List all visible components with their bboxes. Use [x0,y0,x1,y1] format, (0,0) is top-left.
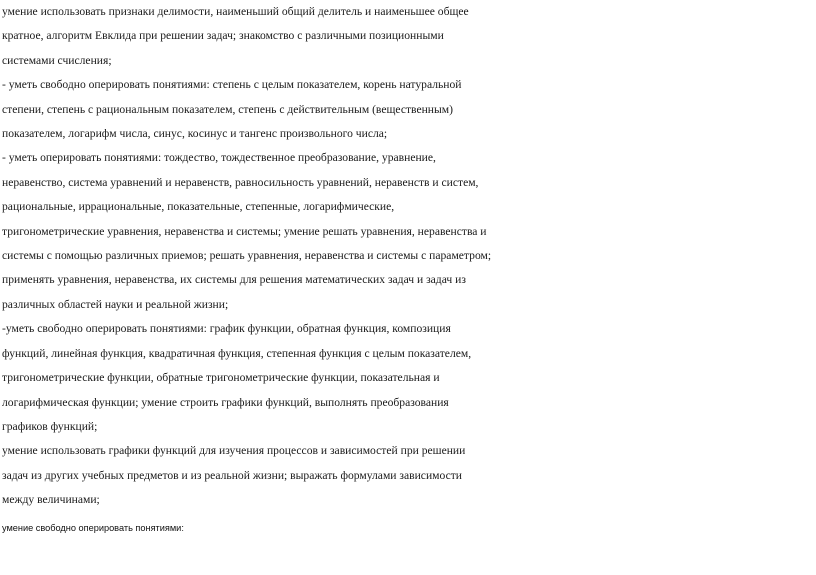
text-line: умение использовать графики функций для изучения процессов и зависимостей при решении [2,444,466,458]
text-line: системы с помощью различных приемов; решать уравнения, неравенства и системы с параметром; [2,249,492,263]
text-line: применять уравнения, неравенства, их системы для решения математических задач и задач из [2,273,466,287]
text-line: -уметь свободно оперировать понятиями: график функции, обратная функция, композиция [2,322,451,336]
text-line: тригонометрические функции, обратные тригонометрические функции, показательная и [2,371,440,385]
text-line: логарифмическая функции; умение строить графики функций, выполнять преобразования [2,395,449,409]
text-line: умение использовать признаки делимости, наименьший общий делитель и наименьшее общее [2,5,469,18]
text-line: между величинами; [2,493,100,507]
heading-line: умение свободно оперировать понятиями: [2,522,184,533]
text-line: задач из других учебных предметов и из реальной жизни; выражать формулами зависимости [2,468,462,482]
text-line: тригонометрические уравнения, неравенства и системы; умение решать уравнения, неравенства и [2,224,487,238]
text-line: рациональные, иррациональные, показательные, степенные, логарифмические, [2,200,395,214]
text-line: графиков функций; [2,419,98,433]
text-line: кратное, алгоритм Евклида при решении задач; знакомство с различными позиционными [2,29,444,43]
text-line: системами счисления; [2,53,112,67]
text-line: различных областей науки и реальной жизни; [2,297,229,311]
text-line: показателем, логарифм числа, синус, косинус и тангенс произвольного числа; [2,127,388,141]
text-line: неравенство, система уравнений и неравенств, равносильность уравнений, неравенств и систем, [2,175,479,189]
text-line: степени, степень с рациональным показателем, степень с действительным (вещественным) [2,102,454,116]
text-line: - уметь свободно оперировать понятиями: степень с целым показателем, корень натуральной [2,78,462,92]
text-line: - уметь оперировать понятиями: тождество, тождественное преобразование, уравнение, [2,151,436,165]
text-line: функций, линейная функция, квадратичная функция, степенная функция с целым показателем, [2,346,472,360]
